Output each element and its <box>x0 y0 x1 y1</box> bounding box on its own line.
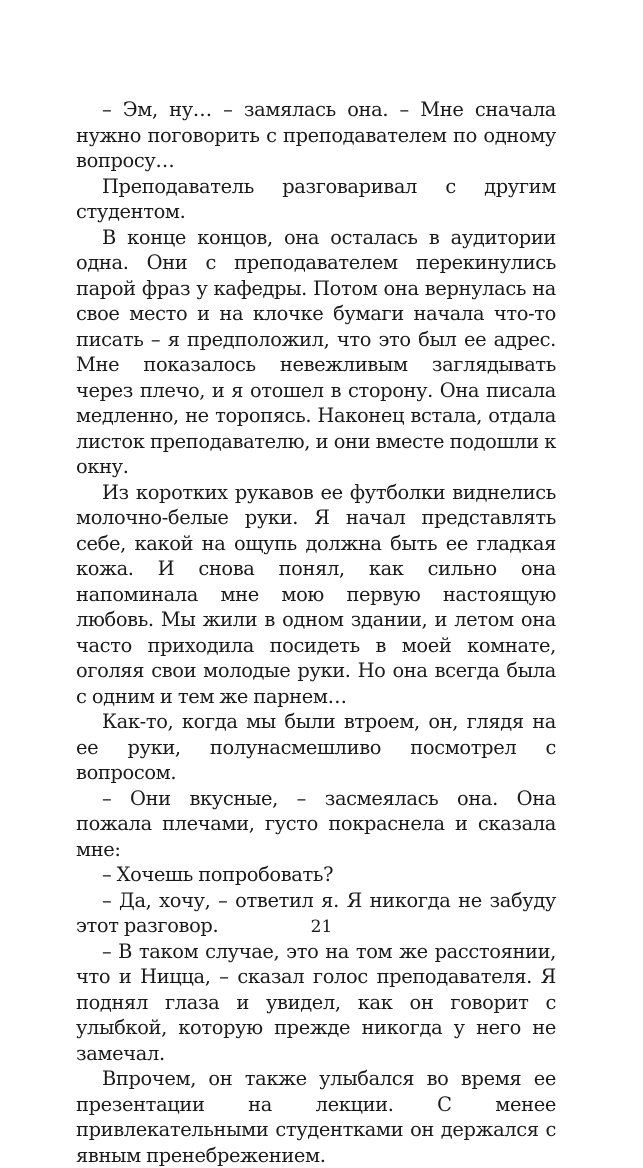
paragraph-3: В конце концов, она осталась в аудитории одна. Они с преподавателем перекинулись парой фраз у кафедры. Потом она вернулась на свое место и на клочке бумаги начала что-то писать – я предположил, что это был ее адрес. Мне показалось невежливым заглядывать через плечо, и я отошел в сторону. Она писала медленно, не торопясь. Наконец встала, отдала листок преподавателю, и они вместе подошли к окну. <box>76 225 556 478</box>
paragraph-10: Впрочем, он также улыбался во время ее презентации на лекции. С менее привлекательными студентками он держался с явным пренебрежением. <box>76 1067 556 1167</box>
paragraph-7: – Хочешь попробовать? <box>102 863 334 886</box>
page-number: 21 <box>310 917 333 937</box>
paragraph-9: – В таком случае, это на том же расстоянии, что и Ницца, – сказал голос преподавателя. Я поднял глаза и увидел, как он говорит с улыбкой, которую прежде никогда у него не замечал. <box>76 939 556 1065</box>
paragraph-6: – Они вкусные, – засмеялась она. Она пожала плечами, густо покраснела и сказала мне: <box>76 786 556 861</box>
paragraph-2: Преподаватель разговаривал с другим студентом. <box>76 174 556 223</box>
paragraph-1: – Эм, ну… – замялась она. – Мне сначала нужно поговорить с преподавателем по одному вопросу… <box>76 98 556 172</box>
paragraph-5: Как-то, когда мы были втроем, он, глядя на ее руки, полунасмешливо посмотрел с вопросом. <box>76 710 556 784</box>
body-text <box>76 97 556 1168</box>
paragraph-4: Из коротких рукавов ее футболки виднелись молочно-белые руки. Я начал представлять себе, какой на ощупь должна быть ее гладкая кожа. И снова понял, как сильно она напоминала мне мою первую настоящую любовь. Мы жили в одном здании, и летом она часто приходила посидеть в моей комнате, оголяя свои молодые руки. Но она всегда была с одним и тем же парнем… <box>76 480 556 708</box>
paragraph-8: – Да, хочу, – ответил я. Я никогда не забуду этот разговор. <box>76 888 556 937</box>
